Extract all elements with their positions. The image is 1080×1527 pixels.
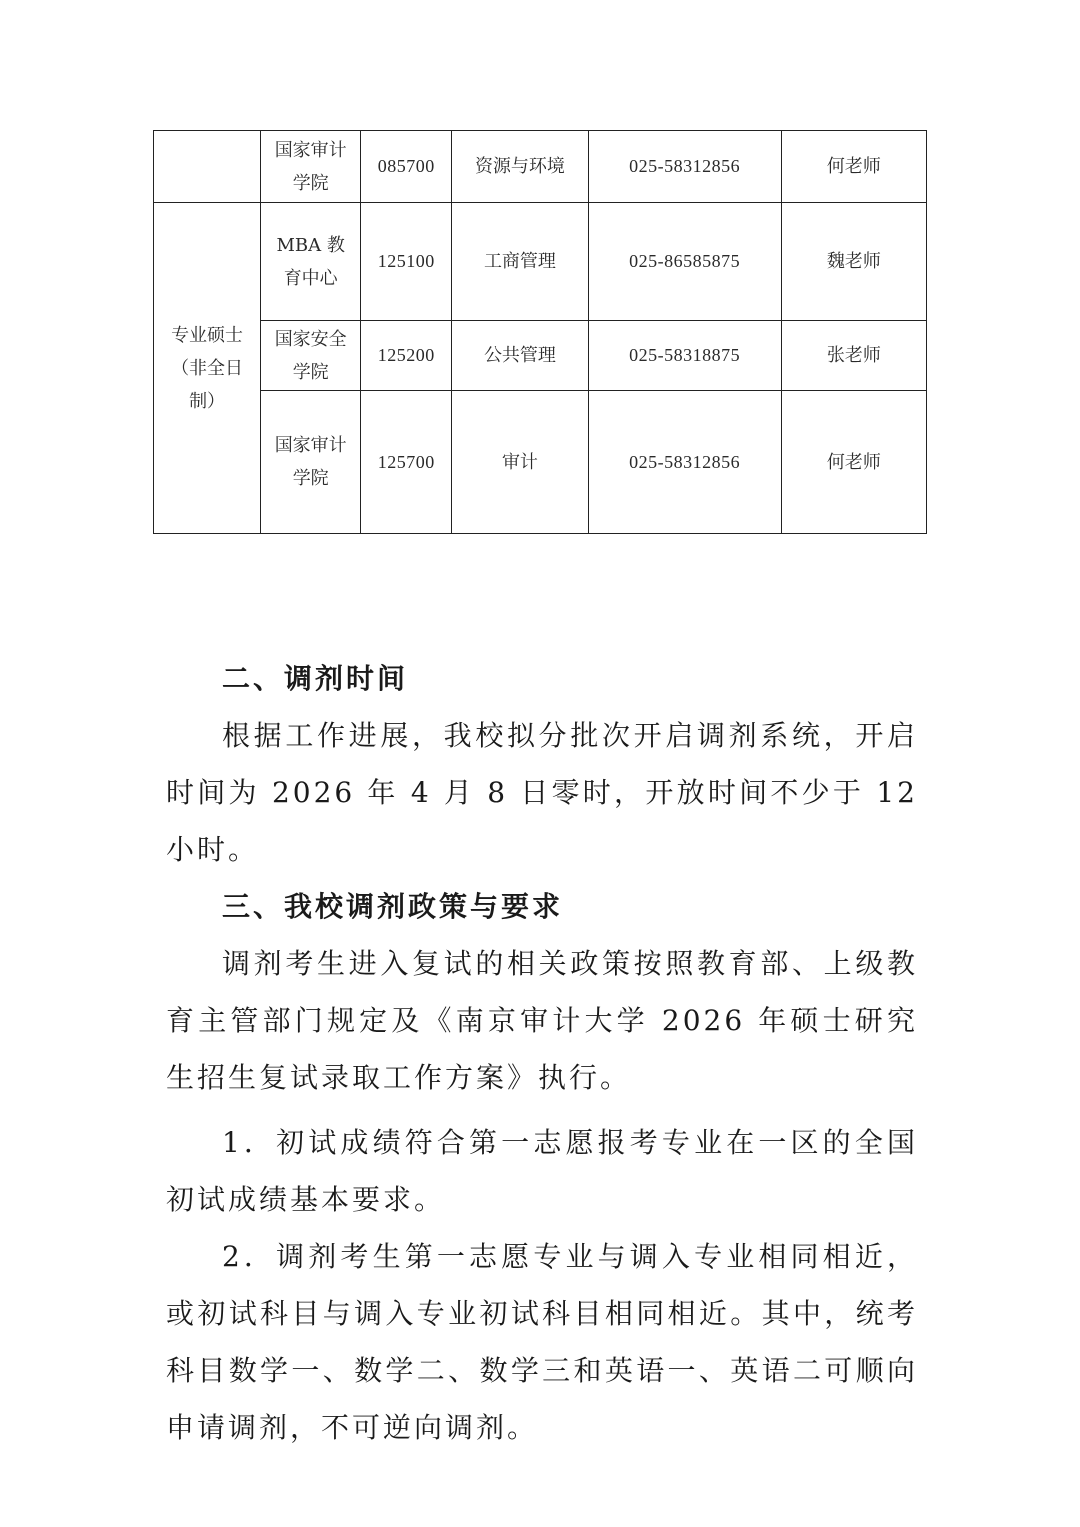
unit-cell: 国家审计学院 (261, 391, 361, 534)
major-cell: 工商管理 (452, 203, 588, 321)
document-body (166, 650, 918, 1456)
contact-cell: 魏老师 (781, 203, 926, 321)
code-cell: 125100 (361, 203, 452, 321)
section-heading: 三、我校调剂政策与要求 (222, 890, 564, 923)
list-item: 2．调剂考生第一志愿专业与调入专业相同相近，或初试科目与调入专业初试科目相同相近。其中，统考科目数学一、数学二、数学三和英语一、英语二可顺向申请调剂，不可逆向调剂。 (166, 1240, 918, 1444)
unit-cell: 国家安全学院 (261, 321, 361, 391)
code-cell: 125200 (361, 321, 452, 391)
category-cell-empty (154, 131, 261, 203)
phone-cell: 025-58312856 (588, 391, 781, 534)
contact-cell: 张老师 (781, 321, 926, 391)
unit-cell: MBA 教育中心 (261, 203, 361, 321)
phone-cell: 025-58318875 (588, 321, 781, 391)
list-item: 1．初试成绩符合第一志愿报考专业在一区的全国初试成绩基本要求。 (166, 1126, 918, 1216)
contact-cell: 何老师 (781, 391, 926, 534)
contact-cell: 何老师 (781, 131, 926, 203)
code-cell: 125700 (361, 391, 452, 534)
section-heading: 二、调剂时间 (222, 662, 409, 695)
unit-cell: 国家审计学院 (261, 131, 361, 203)
table-row (154, 203, 927, 321)
paragraph: 调剂考生进入复试的相关政策按照教育部、上级教育主管部门规定及《南京审计大学 2026 年硕士研究生招生复试录取工作方案》执行。 (166, 947, 918, 1094)
phone-cell: 025-86585875 (588, 203, 781, 321)
contact-table (153, 130, 927, 534)
code-cell: 085700 (361, 131, 452, 203)
major-cell: 资源与环境 (452, 131, 588, 203)
major-cell: 审计 (452, 391, 588, 534)
table-row (154, 391, 927, 534)
phone-cell: 025-58312856 (588, 131, 781, 203)
major-cell: 公共管理 (452, 321, 588, 391)
table-row (154, 321, 927, 391)
paragraph: 根据工作进展，我校拟分批次开启调剂系统，开启时间为 2026 年 4 月 8 日零时，开放时间不少于 12 小时。 (166, 719, 918, 866)
table-row (154, 131, 927, 203)
category-cell: 专业硕士（非全日制） (154, 203, 261, 534)
